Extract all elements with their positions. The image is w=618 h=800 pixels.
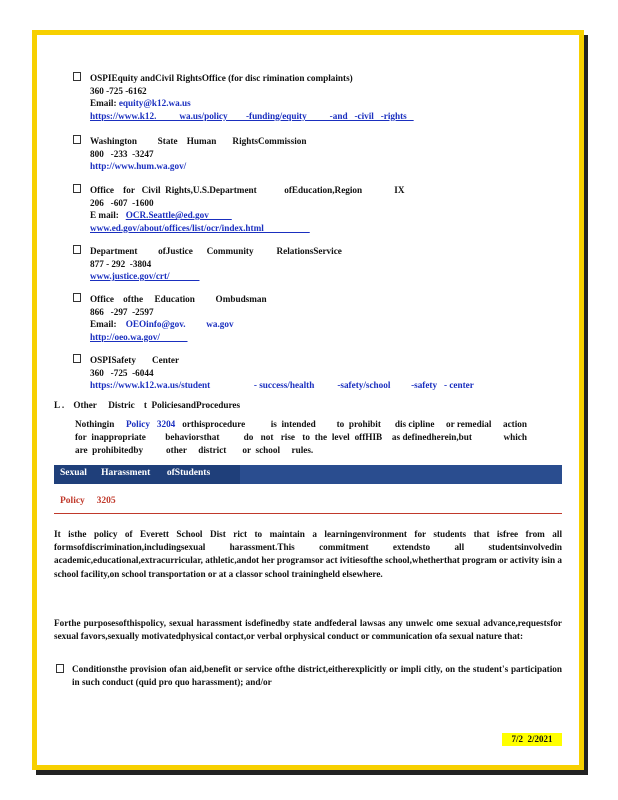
contact-url-link[interactable]: www.ed.gov/about/offices/list/ocr/index.html: [90, 222, 310, 233]
contact-entry-ombudsman: [75, 293, 555, 343]
contact-email-label: E mail:: [90, 210, 126, 221]
section-l-paragraph: [75, 418, 541, 458]
contact-name: OSPIEquity andCivil RightsOffice (for disc rimination complaints): [90, 73, 353, 83]
section-bar-title: Sexual Harassment ofStudents: [60, 468, 211, 478]
contact-url-link[interactable]: http://www.hum.wa.gov/: [90, 161, 187, 172]
contact-name: Department ofJustice Community RelationsService: [90, 246, 342, 256]
contact-name: Office ofthe Education Ombudsman: [90, 294, 267, 304]
bullet-icon: [56, 664, 65, 673]
contact-name: Washington State Human RightsCommission: [90, 136, 307, 146]
bullet-icon: [73, 293, 82, 302]
contact-name: Office for Civil Rights,U.S.Department ofEducation,Region IX: [90, 185, 405, 195]
bullet-icon: [73, 354, 82, 363]
contact-phone: 877 - 292 -3804: [90, 258, 152, 269]
contact-phone: 360 -725 -6162: [90, 85, 147, 96]
section-bar-accent: [240, 465, 562, 484]
contact-phone: 866 -297 -2597: [90, 306, 154, 317]
contact-entry-human-rights: [75, 135, 555, 173]
contact-email-label: Email:: [90, 98, 119, 109]
policy-paragraph-2: Forthe purposesofthispolicy, sexual harassment isdefinedby state andfederal lawsas any unwelc ome sexual advance,requestsfor sexual favors,sexually motivatedphysical contact,or verbal orphysical conduct or communication ofa sexual nature that:: [54, 618, 562, 642]
contact-email-label: Email:: [90, 319, 126, 330]
section-l-rest: orthisprocedure is intended to prohibit dis cipline or remedial action for inappropriate behaviorsthat do not rise to the level offHIB as definedherein,but which are prohibitedby other district or school rules.: [75, 419, 541, 456]
contact-url-link[interactable]: http://oeo.wa.gov/: [90, 331, 188, 342]
bullet-icon: [73, 72, 82, 81]
contact-email-link[interactable]: equity@k12.wa.us: [118, 98, 191, 109]
section-header-bar: [54, 465, 562, 484]
policy-paragraph-1: It isthe policy of Everett School Dist rict to maintain a learningenvironment for students that isfree from all formsofdiscrimination,includingsexual harassment.This commitment extendsto all studentsinvolvedin academic,educational,extracurricular, athletic,andot her programsor act ivitiesofthe school,whetherthat program or activity isin a school facility,on school transportation or at a classor school trainingheld elsewhere.: [54, 529, 562, 579]
footer-date: 7/2 2/2021: [502, 733, 562, 746]
contact-email-link[interactable]: OCR.Seattle@ed.gov: [125, 210, 232, 221]
contact-url-link[interactable]: https://www.k12.wa.us/student - success/health -safety/school -safety - center: [90, 380, 474, 391]
contact-email-link[interactable]: OEOinfo@gov. wa.gov: [125, 319, 234, 330]
contact-name: OSPISafety Center: [90, 355, 180, 365]
contact-entry-ospi-equity: [75, 72, 555, 122]
section-l-lead: Nothingin: [75, 419, 126, 429]
contact-url-link[interactable]: www.justice.gov/crt/: [90, 271, 200, 282]
contact-phone: 800 -233 -3247: [90, 148, 154, 159]
bullet-icon: [73, 245, 82, 254]
contact-url-link[interactable]: https://www.k12. wa.us/policy -funding/equity -and -civil -rights: [90, 110, 414, 121]
policy-title-rule: [54, 513, 562, 514]
bullet-icon: [73, 135, 82, 144]
contact-phone: 206 -607 -1600: [90, 197, 154, 208]
policy-paragraph-3: Conditionsthe provision ofan aid,benefit or service ofthe district,eitherexplicitly or impli citly, on the student's participation in such conduct (quid pro quo harassment); and/or: [72, 664, 562, 688]
contact-entry-safety-center: [75, 354, 555, 392]
contact-phone: 360 -725 -6044: [90, 367, 154, 378]
policy-title: Policy 3205: [60, 496, 116, 506]
contact-entry-doj: [75, 245, 555, 283]
policy-bullet-item: [54, 663, 562, 689]
bullet-icon: [73, 184, 82, 193]
contact-entry-ocr: [75, 184, 555, 234]
policy-3204-link[interactable]: Policy 3204: [125, 419, 176, 429]
section-l-heading: L . Other Distric t PoliciesandProcedures: [54, 400, 241, 410]
